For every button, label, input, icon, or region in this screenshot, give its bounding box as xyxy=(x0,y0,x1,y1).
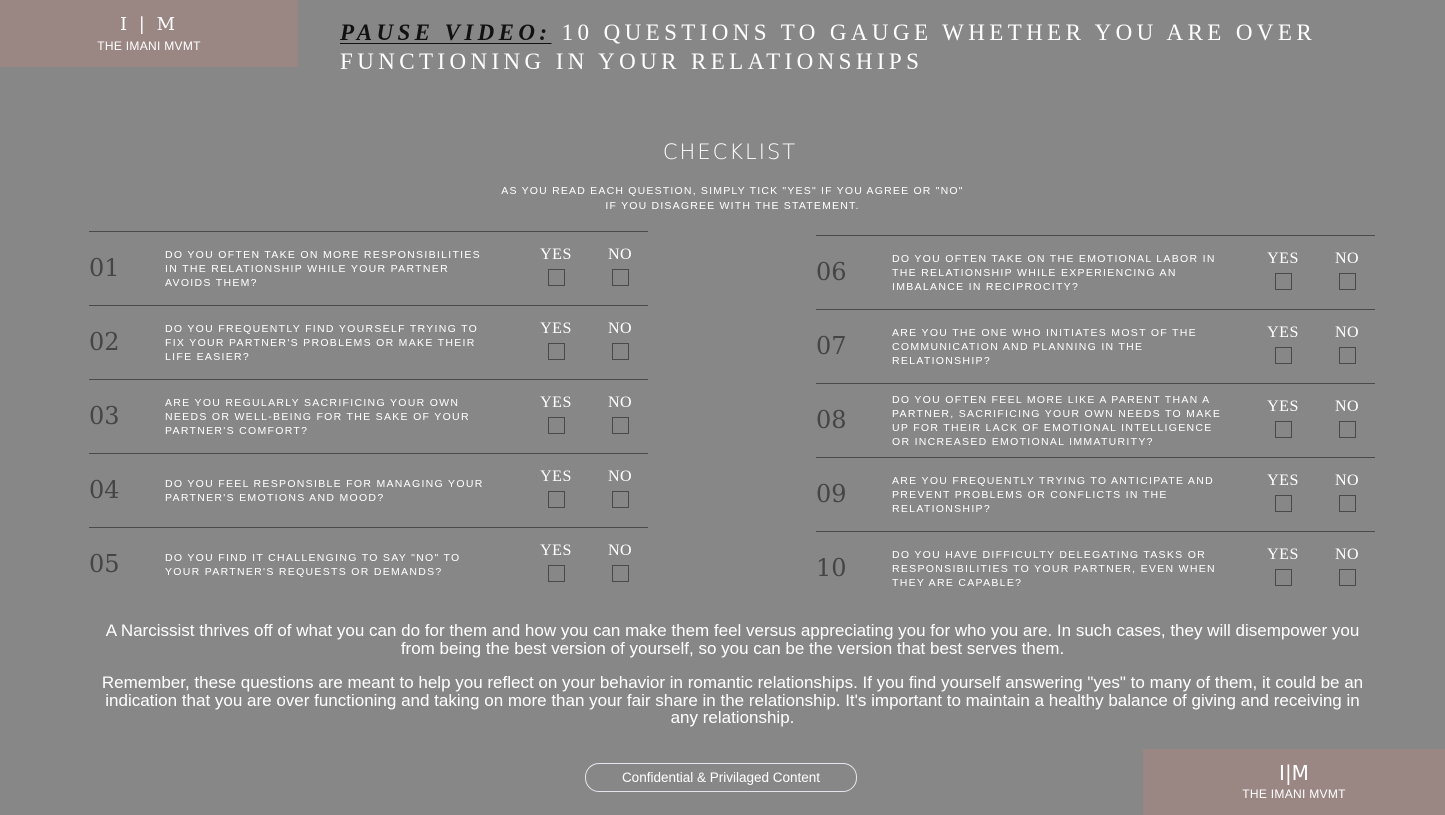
question-text: DO YOU FIND IT CHALLENGING TO SAY "NO" TO YOUR PARTNER'S REQUESTS OR DEMANDS? xyxy=(165,551,461,578)
brand-logo-top xyxy=(0,0,298,67)
brand-logo-bottom xyxy=(1143,749,1445,815)
yes-option xyxy=(1263,250,1303,290)
yes-label: YES xyxy=(1267,324,1299,341)
question-row-09 xyxy=(816,457,1375,531)
question-number: 08 xyxy=(816,406,847,434)
no-option xyxy=(600,394,640,434)
yes-label: YES xyxy=(540,468,572,485)
yes-label: YES xyxy=(540,394,572,411)
no-label: NO xyxy=(607,468,633,485)
question-row-08 xyxy=(816,383,1375,457)
yes-option xyxy=(536,394,576,434)
no-label: NO xyxy=(607,246,633,263)
no-checkbox[interactable] xyxy=(612,417,629,434)
no-option xyxy=(600,246,640,286)
yes-option xyxy=(536,542,576,582)
brand-monogram: I | M xyxy=(119,13,179,35)
no-option xyxy=(600,320,640,360)
page-title xyxy=(340,18,1340,76)
question-text: DO YOU HAVE DIFFICULTY DELEGATING TASKS OR RESPONSIBILITIES TO YOUR PARTNER, EVEN WHEN THEY ARE CAPABLE? xyxy=(892,548,1216,589)
brand-name: THE IMANI MVMT xyxy=(1242,787,1346,801)
no-label: NO xyxy=(1334,250,1360,267)
title-rest: 10 QUESTIONS TO GAUGE WHETHER YOU ARE OVER FUNCTIONING IN YOUR RELATIONSHIPS xyxy=(340,20,1317,74)
yes-label: YES xyxy=(1267,250,1299,267)
no-option xyxy=(1327,324,1367,364)
question-text: DO YOU OFTEN FEEL MORE LIKE A PARENT THAN A PARTNER, SACRIFICING YOUR OWN NEEDS TO MAKE UP FOR THEIR LACK OF EMOTIONAL INTELLIGENCE OR INCREASED EMOTIONAL IMMATURITY? xyxy=(892,393,1222,448)
no-label: NO xyxy=(1334,472,1360,489)
yes-option xyxy=(1263,398,1303,438)
no-label: NO xyxy=(1334,398,1360,415)
brand-monogram: I|M xyxy=(1279,761,1309,785)
yes-option xyxy=(1263,546,1303,586)
question-row-02 xyxy=(89,305,648,379)
no-option xyxy=(600,468,640,508)
question-number: 04 xyxy=(89,476,120,504)
no-checkbox[interactable] xyxy=(1339,569,1356,586)
instructions-line-1: AS YOU READ EACH QUESTION, SIMPLY TICK "YES" IF YOU AGREE OR "NO" xyxy=(501,185,964,197)
yes-label: YES xyxy=(1267,546,1299,563)
question-text: ARE YOU REGULARLY SACRIFICING YOUR OWN NEEDS OR WELL-BEING FOR THE SAKE OF YOUR PARTNER'S COMFORT? xyxy=(165,396,470,437)
question-number: 03 xyxy=(89,402,120,430)
question-row-04 xyxy=(89,453,648,527)
no-option xyxy=(1327,398,1367,438)
question-row-03 xyxy=(89,379,648,453)
yes-label: YES xyxy=(1267,398,1299,415)
question-number: 06 xyxy=(816,258,847,286)
yes-checkbox[interactable] xyxy=(548,269,565,286)
no-label: NO xyxy=(607,542,633,559)
no-checkbox[interactable] xyxy=(612,491,629,508)
title-emphasis: PAUSE VIDEO: xyxy=(340,20,552,45)
no-option xyxy=(1327,546,1367,586)
reflection-paragraph: Remember, these questions are meant to help you reflect on your behavior in romantic relationships. If you find yourself answering "yes" to many of them, it could be an indication that you are over functioning and taking on more than your fair share in the relationship. It's important to maintain a healthy balance of giving and receiving in any relationship. xyxy=(101,673,1364,727)
question-text: ARE YOU FREQUENTLY TRYING TO ANTICIPATE AND PREVENT PROBLEMS OR CONFLICTS IN THE RELATIONSHIP? xyxy=(892,474,1214,515)
question-text: ARE YOU THE ONE WHO INITIATES MOST OF THE COMMUNICATION AND PLANNING IN THE RELATIONSHIP? xyxy=(892,326,1197,367)
question-row-01 xyxy=(89,231,648,305)
yes-checkbox[interactable] xyxy=(548,417,565,434)
no-checkbox[interactable] xyxy=(1339,421,1356,438)
question-row-05 xyxy=(89,527,648,601)
yes-checkbox[interactable] xyxy=(548,343,565,360)
no-label: NO xyxy=(607,320,633,337)
yes-checkbox[interactable] xyxy=(1275,347,1292,364)
yes-checkbox[interactable] xyxy=(1275,569,1292,586)
yes-label: YES xyxy=(1267,472,1299,489)
yes-label: YES xyxy=(540,246,572,263)
no-label: NO xyxy=(607,394,633,411)
question-number: 05 xyxy=(89,550,120,578)
yes-checkbox[interactable] xyxy=(1275,495,1292,512)
question-row-06 xyxy=(816,235,1375,309)
question-number: 07 xyxy=(816,332,847,360)
checklist-instructions xyxy=(0,184,1445,213)
no-option xyxy=(1327,250,1367,290)
question-text: DO YOU OFTEN TAKE ON THE EMOTIONAL LABOR IN THE RELATIONSHIP WHILE EXPERIENCING AN IMBALANCE IN RECIPROCITY? xyxy=(892,252,1216,293)
yes-checkbox[interactable] xyxy=(1275,421,1292,438)
yes-label: YES xyxy=(540,320,572,337)
no-checkbox[interactable] xyxy=(612,565,629,582)
no-checkbox[interactable] xyxy=(612,343,629,360)
question-row-07 xyxy=(816,309,1375,383)
question-text: DO YOU OFTEN TAKE ON MORE RESPONSIBILITIES IN THE RELATIONSHIP WHILE YOUR PARTNER AVOIDS THEM? xyxy=(165,248,481,289)
no-label: NO xyxy=(1334,324,1360,341)
checklist-heading: CHECKLIST xyxy=(662,140,798,164)
no-checkbox[interactable] xyxy=(612,269,629,286)
question-text: DO YOU FEEL RESPONSIBLE FOR MANAGING YOUR PARTNER'S EMOTIONS AND MOOD? xyxy=(165,477,484,504)
yes-checkbox[interactable] xyxy=(548,491,565,508)
yes-option xyxy=(536,320,576,360)
question-text: DO YOU FREQUENTLY FIND YOURSELF TRYING TO FIX YOUR PARTNER'S PROBLEMS OR MAKE THEIR LIFE EASIER? xyxy=(165,322,479,363)
question-row-10 xyxy=(816,531,1375,605)
yes-option xyxy=(536,246,576,286)
yes-option xyxy=(1263,324,1303,364)
question-number: 10 xyxy=(816,554,847,582)
no-checkbox[interactable] xyxy=(1339,347,1356,364)
brand-name: THE IMANI MVMT xyxy=(97,38,201,53)
yes-checkbox[interactable] xyxy=(1275,273,1292,290)
no-option xyxy=(600,542,640,582)
question-number: 09 xyxy=(816,480,847,508)
no-label: NO xyxy=(1334,546,1360,563)
question-column-right xyxy=(816,235,1375,605)
question-number: 01 xyxy=(89,254,120,282)
no-checkbox[interactable] xyxy=(1339,495,1356,512)
question-column-left xyxy=(89,231,648,601)
yes-label: YES xyxy=(540,542,572,559)
yes-option xyxy=(1263,472,1303,512)
question-number: 02 xyxy=(89,328,120,356)
yes-checkbox[interactable] xyxy=(548,565,565,582)
no-option xyxy=(1327,472,1367,512)
instructions-line-2: IF YOU DISAGREE WITH THE STATEMENT. xyxy=(605,199,860,212)
no-checkbox[interactable] xyxy=(1339,273,1356,290)
narcissist-paragraph: A Narcissist thrives off of what you can do for them and how you can make them feel versus appreciating you for who you are. In such cases, they will disempower you from being the best version of yourself, so you can be the version that best serves them. xyxy=(105,621,1360,658)
yes-option xyxy=(536,468,576,508)
confidential-badge: Confidential & Privilaged Content xyxy=(585,763,857,792)
